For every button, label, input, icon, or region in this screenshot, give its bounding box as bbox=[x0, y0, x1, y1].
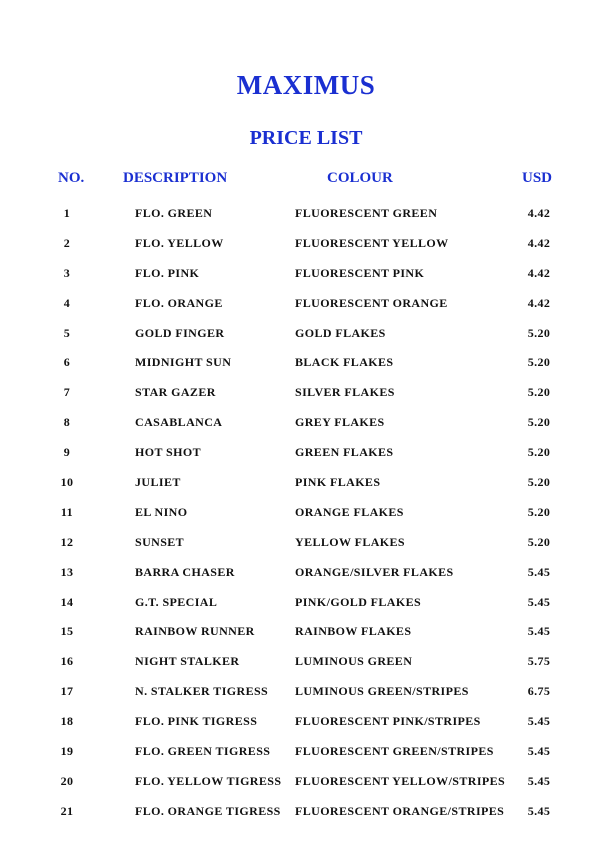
cell-usd: 5.45 bbox=[527, 594, 551, 609]
cell-colour: FLUORESCENT ORANGE bbox=[295, 295, 448, 310]
cell-colour: PINK FLAKES bbox=[295, 475, 381, 490]
table-row bbox=[0, 407, 612, 437]
cell-no: 3 bbox=[63, 265, 71, 280]
cell-no: 7 bbox=[63, 385, 71, 400]
cell-description: CASABLANCA bbox=[135, 415, 223, 430]
cell-colour: BLACK FLAKES bbox=[295, 355, 394, 370]
cell-colour: LUMINOUS GREEN bbox=[295, 654, 413, 669]
cell-description: N. STALKER TIGRESS bbox=[135, 684, 269, 699]
cell-description: EL NINO bbox=[135, 504, 188, 519]
cell-no: 16 bbox=[60, 654, 74, 669]
cell-colour: GREEN FLAKES bbox=[295, 445, 394, 460]
cell-usd: 4.42 bbox=[527, 206, 551, 220]
cell-usd: 5.20 bbox=[527, 415, 551, 430]
cell-no: 2 bbox=[63, 235, 71, 250]
cell-no: 15 bbox=[60, 624, 74, 639]
cell-usd: 5.20 bbox=[527, 325, 551, 340]
cell-colour: FLUORESCENT GREEN bbox=[295, 206, 438, 220]
table-row bbox=[0, 467, 612, 497]
table-row bbox=[0, 796, 612, 826]
table-row bbox=[0, 646, 612, 676]
cell-description: STAR GAZER bbox=[135, 385, 216, 400]
cell-colour: SILVER FLAKES bbox=[295, 385, 395, 400]
cell-usd: 5.20 bbox=[527, 445, 551, 460]
price-table-body bbox=[0, 198, 612, 826]
table-row bbox=[0, 616, 612, 646]
table-row bbox=[0, 706, 612, 736]
cell-no: 10 bbox=[60, 475, 74, 490]
price-list-heading: PRICE LIST bbox=[249, 127, 363, 149]
table-row bbox=[0, 198, 612, 228]
cell-no: 8 bbox=[63, 415, 71, 430]
table-row bbox=[0, 587, 612, 617]
cell-usd: 5.45 bbox=[527, 744, 551, 759]
cell-no: 6 bbox=[63, 355, 71, 370]
table-row bbox=[0, 557, 612, 587]
cell-usd: 5.20 bbox=[527, 475, 551, 490]
cell-colour: ORANGE/SILVER FLAKES bbox=[295, 564, 454, 579]
column-header-usd: USD bbox=[522, 170, 553, 186]
cell-no: 13 bbox=[60, 564, 74, 579]
cell-no: 17 bbox=[60, 684, 74, 699]
table-row bbox=[0, 258, 612, 288]
cell-usd: 4.42 bbox=[527, 265, 551, 280]
cell-usd: 5.20 bbox=[527, 534, 551, 549]
cell-no: 18 bbox=[60, 714, 74, 729]
column-header-colour: COLOUR bbox=[327, 170, 393, 186]
cell-no: 19 bbox=[60, 744, 74, 759]
cell-no: 21 bbox=[60, 803, 74, 818]
cell-description: FLO. GREEN bbox=[135, 206, 213, 220]
cell-description: JULIET bbox=[135, 475, 181, 490]
cell-no: 5 bbox=[63, 325, 71, 340]
table-row bbox=[0, 228, 612, 258]
cell-description: FLO. GREEN TIGRESS bbox=[135, 744, 271, 759]
cell-usd: 5.45 bbox=[527, 773, 551, 788]
cell-usd: 6.75 bbox=[527, 684, 551, 699]
table-row bbox=[0, 437, 612, 467]
cell-no: 4 bbox=[63, 295, 71, 310]
cell-colour: GREY FLAKES bbox=[295, 415, 385, 430]
table-row bbox=[0, 736, 612, 766]
cell-colour: FLUORESCENT YELLOW/STRIPES bbox=[295, 773, 506, 788]
cell-description: RAINBOW RUNNER bbox=[135, 624, 255, 639]
table-row bbox=[0, 766, 612, 796]
cell-no: 20 bbox=[60, 773, 74, 788]
column-header-no: NO. bbox=[58, 170, 85, 186]
cell-colour: LUMINOUS GREEN/STRIPES bbox=[295, 684, 469, 699]
cell-usd: 5.45 bbox=[527, 624, 551, 639]
cell-usd: 5.45 bbox=[527, 714, 551, 729]
cell-usd: 4.42 bbox=[527, 295, 551, 310]
cell-description: NIGHT STALKER bbox=[135, 654, 240, 669]
cell-colour: YELLOW FLAKES bbox=[295, 534, 406, 549]
cell-description: SUNSET bbox=[135, 534, 185, 549]
table-row bbox=[0, 318, 612, 348]
cell-colour: PINK/GOLD FLAKES bbox=[295, 594, 422, 609]
cell-colour: GOLD FLAKES bbox=[295, 325, 386, 340]
cell-colour: RAINBOW FLAKES bbox=[295, 624, 412, 639]
cell-description: FLO. ORANGE TIGRESS bbox=[135, 803, 281, 818]
cell-usd: 5.20 bbox=[527, 504, 551, 519]
cell-description: FLO. PINK bbox=[135, 265, 200, 280]
table-row bbox=[0, 676, 612, 706]
column-header-description: DESCRIPTION bbox=[123, 170, 228, 186]
cell-description: G.T. SPECIAL bbox=[135, 594, 218, 609]
cell-no: 14 bbox=[60, 594, 74, 609]
cell-description: FLO. PINK TIGRESS bbox=[135, 714, 258, 729]
document-title: MAXIMUS bbox=[236, 70, 376, 100]
cell-colour: FLUORESCENT ORANGE/STRIPES bbox=[295, 803, 505, 818]
cell-description: GOLD FINGER bbox=[135, 325, 225, 340]
cell-description: FLO. ORANGE bbox=[135, 295, 223, 310]
cell-usd: 5.20 bbox=[527, 355, 551, 370]
cell-usd: 5.20 bbox=[527, 385, 551, 400]
cell-description: MIDNIGHT SUN bbox=[135, 355, 232, 370]
cell-colour: ORANGE FLAKES bbox=[295, 504, 404, 519]
cell-colour: FLUORESCENT PINK/STRIPES bbox=[295, 714, 481, 729]
cell-description: BARRA CHASER bbox=[135, 564, 235, 579]
table-row bbox=[0, 527, 612, 557]
cell-colour: FLUORESCENT PINK bbox=[295, 265, 425, 280]
cell-description: HOT SHOT bbox=[135, 445, 202, 460]
cell-usd: 5.45 bbox=[527, 564, 551, 579]
table-row bbox=[0, 288, 612, 318]
table-row bbox=[0, 497, 612, 527]
table-row bbox=[0, 347, 612, 377]
cell-no: 1 bbox=[63, 206, 71, 220]
cell-no: 11 bbox=[60, 504, 74, 519]
cell-colour: FLUORESCENT YELLOW bbox=[295, 235, 449, 250]
cell-description: FLO. YELLOW TIGRESS bbox=[135, 773, 282, 788]
table-row bbox=[0, 377, 612, 407]
cell-description: FLO. YELLOW bbox=[135, 235, 224, 250]
cell-usd: 5.75 bbox=[527, 654, 551, 669]
cell-usd: 5.45 bbox=[527, 803, 551, 818]
cell-no: 12 bbox=[60, 534, 74, 549]
cell-usd: 4.42 bbox=[527, 235, 551, 250]
cell-no: 9 bbox=[63, 445, 71, 460]
cell-colour: FLUORESCENT GREEN/STRIPES bbox=[295, 744, 494, 759]
